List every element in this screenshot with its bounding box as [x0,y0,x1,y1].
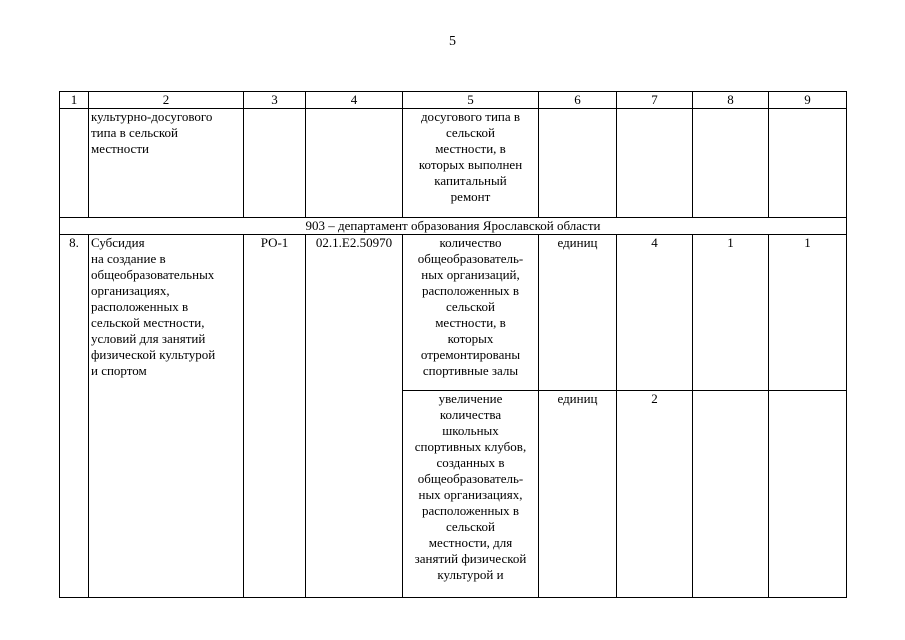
header-cell: 6 [539,92,617,109]
indicator-value-col8: 1 [693,235,769,391]
item-code: РО-1 [244,235,306,598]
department-title: 903 – департамент образования Ярославской области [60,218,847,235]
header-cell: 4 [306,92,403,109]
table-row [60,109,847,218]
program-table [59,91,847,598]
indicator-value-col9: 1 [769,235,847,391]
header-cell: 9 [769,92,847,109]
table-cell [306,109,403,218]
table-cell: досугового типа в сельской местности, в которых выполнен капитальный ремонт [403,109,539,218]
header-cell: 1 [60,92,89,109]
table-cell: культурно-досугового типа в сельской местности [89,109,244,218]
indicator-text: количество общеобразователь- ных организаций, расположенных в сельской местности, в которых отремонтированы спортивные залы [403,235,539,391]
indicator-value-col7: 2 [617,391,693,598]
table-row [60,235,847,391]
table-header-row [60,92,847,109]
table-cell [60,109,89,218]
indicator-unit: единиц [539,235,617,391]
table-cell [539,109,617,218]
page-number: 5 [449,34,456,49]
indicator-unit: единиц [539,391,617,598]
table-cell [244,109,306,218]
item-number: 8. [60,235,89,598]
indicator-value-col8 [693,391,769,598]
indicator-value-col7: 4 [617,235,693,391]
header-cell: 2 [89,92,244,109]
indicator-value-col9 [769,391,847,598]
header-cell: 3 [244,92,306,109]
item-kbk: 02.1.Е2.50970 [306,235,403,598]
indicator-text: увеличение количества школьных спортивных клубов, созданных в общеобразователь- ных организациях, расположенных в сельской местности, для занятий физической культурой и [403,391,539,598]
header-cell: 7 [617,92,693,109]
header-cell: 5 [403,92,539,109]
table-cell [617,109,693,218]
department-row [60,218,847,235]
table-cell [769,109,847,218]
table-cell [693,109,769,218]
item-name: Субсидия на создание в общеобразовательных организациях, расположенных в сельской местности, условий для занятий физической культурой и спортом [89,235,244,598]
header-cell: 8 [693,92,769,109]
